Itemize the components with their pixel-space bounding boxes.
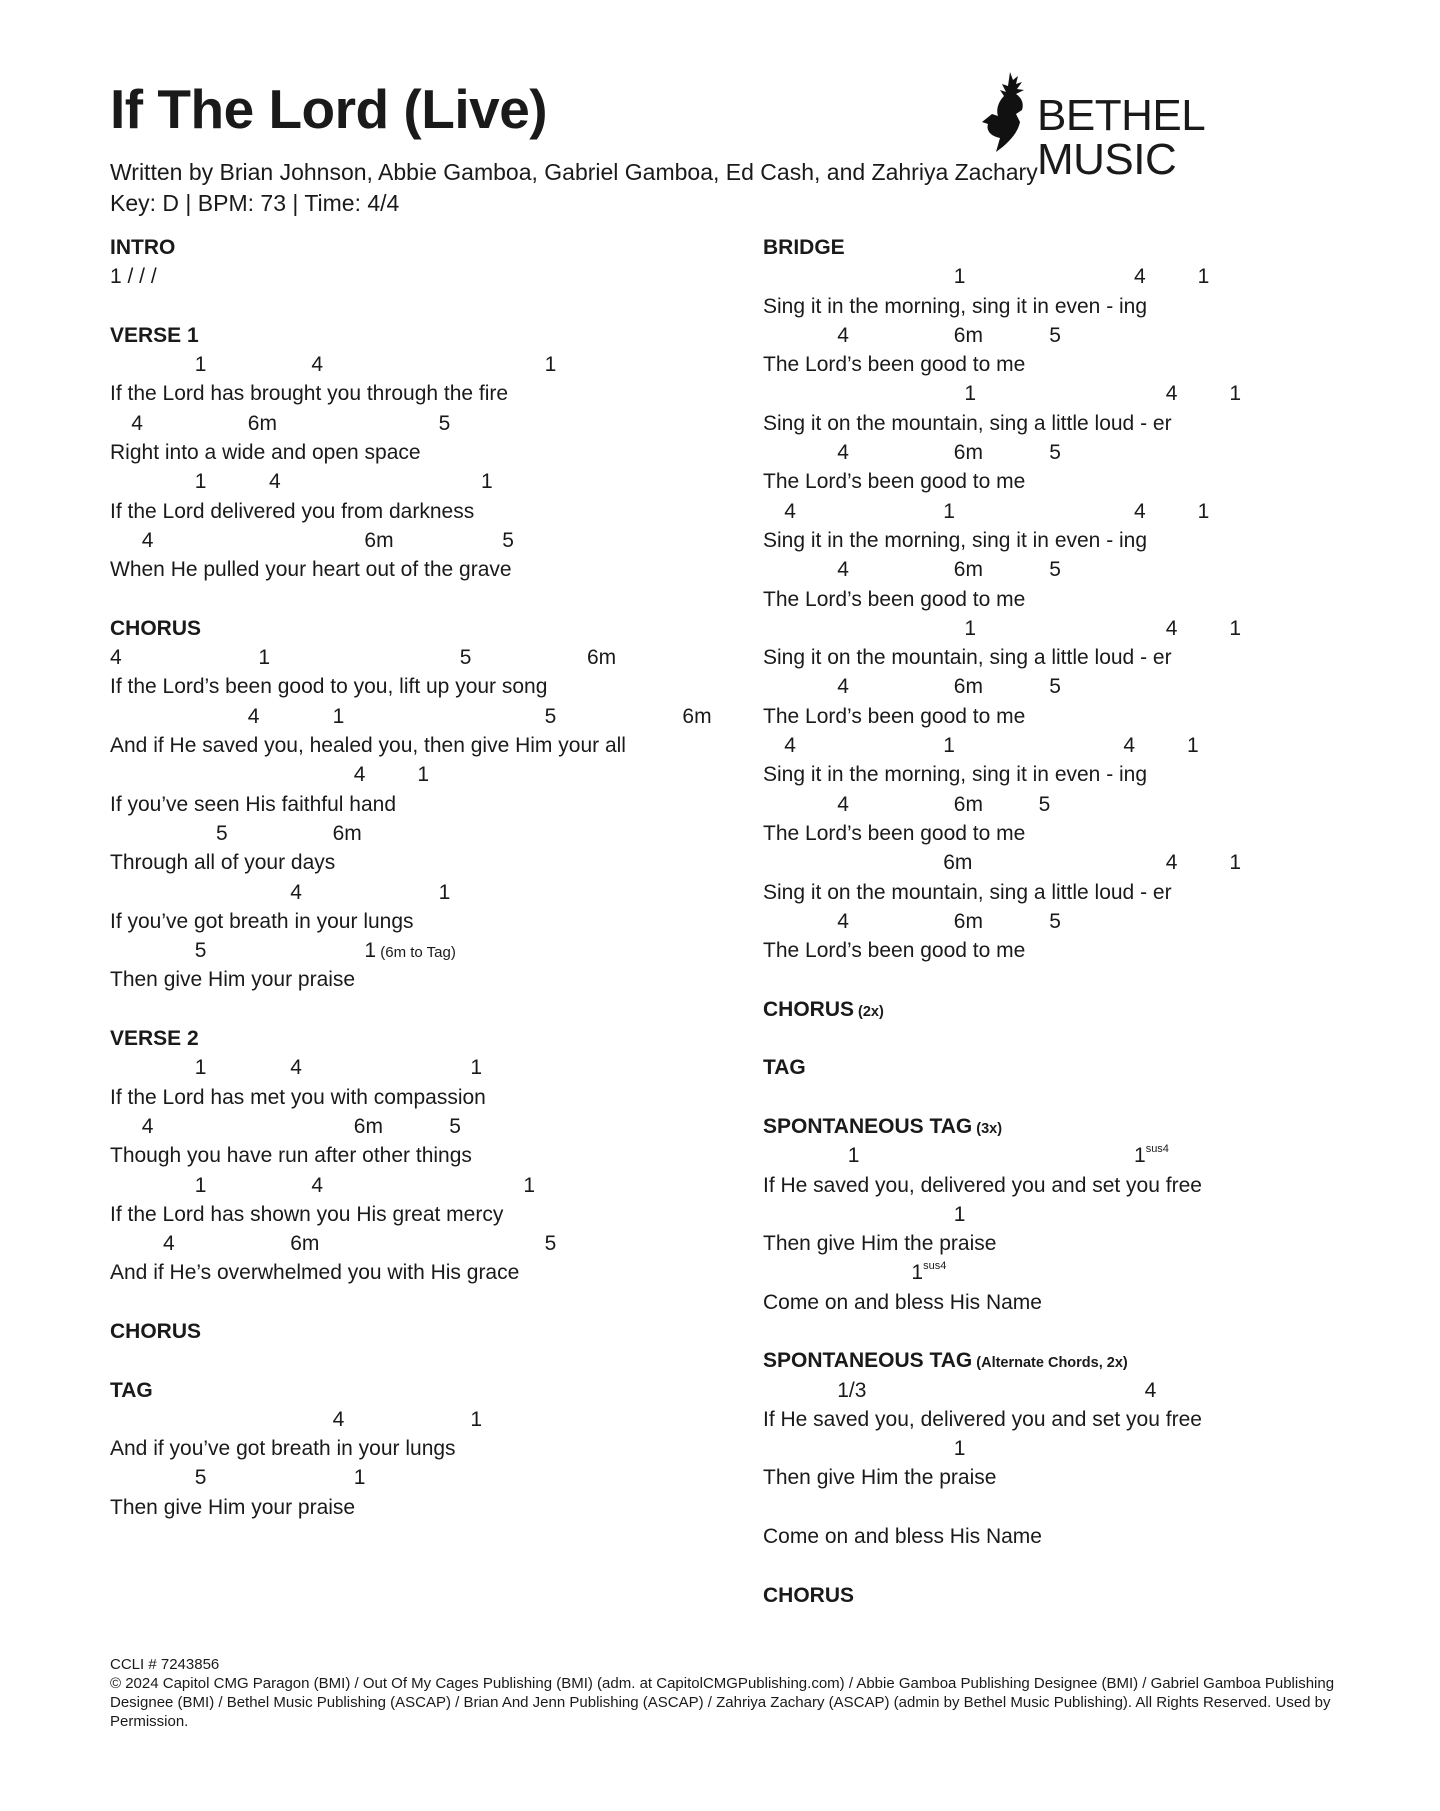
ccli-number: CCLI # 7243856 — [110, 1656, 220, 1673]
chord-number: 1 — [943, 499, 955, 523]
section-heading — [110, 233, 730, 262]
chord-number: 4 — [141, 1114, 154, 1138]
section-repeat-note: (3x) — [972, 1120, 1003, 1137]
chord-number: 1 — [194, 1056, 207, 1080]
section-repeat-note: (2x) — [854, 1003, 884, 1020]
lyric-line: Through all of your days — [110, 851, 336, 875]
chord-symbol — [439, 409, 451, 438]
lyric-line: Come on and bless His Name — [763, 1525, 1042, 1549]
lyric-line: If the Lord’s been good to you, lift up your song — [110, 675, 548, 699]
chord-symbol — [354, 1463, 366, 1492]
lyric-line: If you’ve seen His faithful hand — [110, 792, 397, 816]
chord-symbol — [964, 614, 976, 643]
chord-number: 5 — [544, 1232, 557, 1256]
chord-symbol — [1049, 438, 1061, 467]
chord-symbol — [523, 1171, 535, 1200]
chord-symbol — [110, 643, 122, 672]
chord-symbol — [195, 1053, 207, 1082]
section-heading — [763, 995, 1363, 1024]
chord-symbol — [954, 555, 983, 584]
chord-line — [763, 1376, 1363, 1405]
chord-symbol — [848, 1141, 860, 1170]
chord-symbol — [1134, 497, 1146, 526]
chord-number: 1 — [417, 763, 430, 787]
chord-symbol — [470, 1053, 482, 1082]
chord-symbol — [333, 1405, 345, 1434]
chord-symbol — [142, 526, 154, 555]
spacer — [110, 292, 730, 321]
chord-number: 6m — [953, 675, 983, 699]
spacer — [763, 1024, 1363, 1053]
section-repeat-note: (Alternate Chords, 2x) — [972, 1355, 1128, 1372]
spacer — [763, 1493, 1363, 1522]
chord-number: 5 — [1049, 675, 1061, 699]
section-heading-label: CHORUS — [110, 1319, 202, 1343]
lyric-line: When He pulled your heart out of the grave — [110, 558, 512, 582]
chord-number: 1 — [194, 353, 207, 377]
chord-symbol — [195, 1171, 207, 1200]
chord-symbol — [439, 878, 451, 907]
chord-symbol — [1134, 1141, 1169, 1170]
section-heading — [110, 1317, 730, 1346]
lyric-line: And if you’ve got breath in your lungs — [110, 1437, 456, 1461]
lyric-line: The Lord’s been good to me — [763, 353, 1026, 377]
spacer — [763, 1317, 1363, 1346]
lyric-line: Then give Him the praise — [763, 1466, 997, 1490]
chord-suffix: sus4 — [923, 1260, 947, 1273]
chord-number: 1 — [438, 880, 451, 904]
chord-line — [763, 790, 1363, 819]
chord-symbol — [837, 321, 849, 350]
chord-symbol — [784, 731, 796, 760]
chord-symbol — [481, 467, 493, 496]
section-heading-label: VERSE 1 — [110, 323, 199, 347]
chord-number: 6m — [353, 1114, 383, 1138]
chord-line — [763, 907, 1363, 936]
chord-number: 4 — [290, 880, 302, 904]
chord-number: 4 — [110, 646, 122, 670]
chord-number: 5 — [1049, 441, 1061, 465]
chord-number: 4 — [784, 734, 796, 758]
chord-number: 6m — [332, 821, 362, 845]
chord-number: 1 — [953, 1202, 966, 1226]
chord-line — [763, 848, 1363, 877]
chord-number: 6m — [587, 646, 617, 670]
lyric-line: The Lord’s been good to me — [763, 470, 1026, 494]
lyric-line: If the Lord delivered you from darkness — [110, 499, 475, 523]
chord-number: 6m — [953, 792, 983, 816]
chord-number: 1 — [332, 704, 345, 728]
chord-line — [110, 1405, 730, 1434]
chord-number: 4 — [1123, 734, 1136, 758]
chord-symbol — [449, 1112, 461, 1141]
chord-note: (6m to Tag) — [376, 944, 456, 962]
chord-number: 1 — [847, 1144, 860, 1168]
chord-number: 4 — [837, 675, 849, 699]
lyric-line: Then give Him your praise — [110, 968, 356, 992]
lyric-line: If the Lord has met you with compassion — [110, 1085, 486, 1109]
chord-symbol — [545, 350, 557, 379]
chord-number: 1 — [353, 1466, 366, 1490]
chord-number: 1 — [943, 734, 955, 758]
chord-symbol — [837, 1376, 866, 1405]
chord-number: 1 — [523, 1173, 536, 1197]
chord-symbol — [1166, 379, 1178, 408]
chord-number: 1 — [1229, 382, 1242, 406]
chord-number: 5 — [459, 646, 472, 670]
lyric-line: The Lord’s been good to me — [763, 704, 1026, 728]
chord-symbol — [460, 643, 472, 672]
chord-symbol — [502, 526, 514, 555]
chord-line — [110, 1112, 730, 1141]
brand-name: BETHEL MUSIC — [1037, 91, 1204, 184]
chord-symbol — [195, 1463, 207, 1492]
section-heading — [110, 1024, 730, 1053]
section-heading-label: CHORUS — [763, 997, 855, 1021]
chord-line — [110, 350, 730, 379]
chord-number: 4 — [837, 909, 849, 933]
lyric-line: The Lord’s been good to me — [763, 939, 1026, 963]
chord-symbol — [311, 1171, 323, 1200]
section-heading — [110, 614, 730, 643]
chord-symbol — [1049, 555, 1061, 584]
chord-symbol — [1049, 672, 1061, 701]
chord-line — [110, 819, 730, 848]
chord-number: 4 — [247, 704, 260, 728]
chord-number: 5 — [544, 704, 557, 728]
chord-number: 4 — [332, 1407, 345, 1431]
songwriter-credits: Written by Brian Johnson, Abbie Gamboa, Gabriel Gamboa, Ed Cash, and Zahriya Zachary — [110, 159, 1038, 185]
chord-number: 1 — [470, 1056, 483, 1080]
chord-symbol — [954, 438, 983, 467]
chord-number: 1 — [964, 382, 977, 406]
chord-number: 1 — [953, 265, 966, 289]
chord-number: 1 — [544, 353, 557, 377]
chord-number: 5 — [438, 411, 451, 435]
chord-number: 5 — [1049, 323, 1061, 347]
chord-number: 6m — [290, 1232, 320, 1256]
chord-line — [110, 1229, 730, 1258]
chord-number: 4 — [311, 1173, 324, 1197]
chord-line — [763, 262, 1363, 291]
section-heading-label: CHORUS — [763, 1583, 855, 1607]
spacer — [110, 1288, 730, 1317]
section-heading — [763, 1112, 1363, 1141]
footer — [110, 1655, 1390, 1731]
chord-number: 4 — [1165, 851, 1178, 875]
chord-symbol — [954, 790, 983, 819]
spacer — [763, 1083, 1363, 1112]
chord-symbol — [1198, 497, 1210, 526]
section-heading — [763, 233, 1363, 262]
chord-symbol — [837, 672, 849, 701]
chord-number: 6m — [364, 528, 394, 552]
chord-number: 6m — [247, 411, 277, 435]
chord-number: 6m — [943, 851, 973, 875]
chord-symbol — [682, 702, 711, 731]
chord-symbol — [1134, 262, 1146, 291]
section-heading-label: TAG — [763, 1056, 806, 1080]
chord-symbol — [290, 1229, 319, 1258]
lyric-line: Sing it in the morning, sing it in even - ing — [763, 294, 1148, 318]
deer-head-icon — [980, 70, 1036, 154]
chord-line — [763, 731, 1363, 760]
chord-line — [110, 1171, 730, 1200]
chord-line — [110, 760, 730, 789]
chord-number: 1 — [1187, 734, 1199, 758]
section-heading — [763, 1581, 1363, 1610]
chord-number: 4 — [1134, 265, 1146, 289]
chord-line — [763, 1258, 1363, 1287]
chord-symbol — [837, 438, 849, 467]
chord-symbol — [911, 1258, 946, 1287]
song-title: If The Lord (Live) — [110, 78, 548, 140]
chord-line — [763, 614, 1363, 643]
chord-symbol — [248, 409, 277, 438]
lyric-line: Right into a wide and open space — [110, 441, 421, 465]
lyric-line: If He saved you, delivered you and set you free — [763, 1407, 1202, 1431]
chord-number: 5 — [502, 528, 514, 552]
section-heading — [763, 1346, 1363, 1375]
lyric-line: If the Lord has shown you His great mercy — [110, 1202, 504, 1226]
chord-number: 4 — [1144, 1378, 1157, 1402]
chord-line — [763, 1141, 1363, 1170]
chord-line — [763, 497, 1363, 526]
spacer — [110, 585, 730, 614]
chord-number: 4 — [269, 470, 281, 494]
chord-number: 5 — [1049, 558, 1061, 582]
chord-symbol — [837, 790, 849, 819]
chord-symbol — [545, 1229, 557, 1258]
chord-symbol — [1229, 379, 1241, 408]
chord-line — [110, 1053, 730, 1082]
chord-symbol — [269, 467, 281, 496]
chord-number: 5 — [449, 1114, 461, 1138]
lyric-line: Sing it on the mountain, sing a little loud - er — [763, 880, 1172, 904]
chord-number: 6m — [953, 909, 983, 933]
chord-symbol — [195, 936, 207, 965]
chord-number: 1 — [953, 1437, 966, 1461]
chord-symbol — [1145, 1376, 1157, 1405]
chord-number: 5 — [194, 1466, 207, 1490]
chord-symbol — [954, 321, 983, 350]
lyric-line: The Lord’s been good to me — [763, 821, 1026, 845]
chord-number: 5 — [1049, 909, 1061, 933]
chord-number: 4 — [837, 323, 849, 347]
chord-suffix: sus4 — [1145, 1143, 1169, 1156]
chord-line — [110, 409, 730, 438]
chord-symbol — [954, 1434, 966, 1463]
chord-number: 1 — [964, 616, 977, 640]
spacer — [110, 995, 730, 1024]
chord-symbol — [290, 1053, 302, 1082]
chord-symbol — [964, 379, 976, 408]
chord-symbol — [258, 643, 270, 672]
lyric-line: And if He saved you, healed you, then give Him your all — [110, 734, 626, 758]
chord-line — [110, 878, 730, 907]
section-heading — [110, 1376, 730, 1405]
chord-number: 4 — [784, 499, 796, 523]
chord-symbol — [216, 819, 228, 848]
chord-line — [763, 1434, 1363, 1463]
left-column — [110, 233, 730, 1522]
chord-line — [763, 1200, 1363, 1229]
chord-line — [763, 555, 1363, 584]
chord-symbol — [954, 907, 983, 936]
chord-number: 4 — [837, 792, 849, 816]
chord-line — [763, 321, 1363, 350]
chord-number: 4 — [353, 763, 366, 787]
chord-symbol — [837, 555, 849, 584]
chord-line — [763, 672, 1363, 701]
chord-number: 4 — [1134, 499, 1146, 523]
lyric-line: Then give Him your praise — [110, 1495, 356, 1519]
chord-symbol — [1049, 321, 1061, 350]
chord-symbol — [1229, 614, 1241, 643]
chord-symbol — [587, 643, 616, 672]
lyric-line: And if He’s overwhelmed you with His grace — [110, 1261, 520, 1285]
chord-line — [110, 526, 730, 555]
section-heading-label: INTRO — [110, 236, 176, 259]
chord-symbol — [163, 1229, 175, 1258]
chord-number: 1 — [194, 470, 207, 494]
spacer — [763, 1551, 1363, 1580]
chord-symbol — [333, 819, 362, 848]
chord-line — [110, 643, 730, 672]
section-heading-label: SPONTANEOUS TAG — [763, 1349, 973, 1373]
chord-symbol — [837, 907, 849, 936]
lyric-line: Sing it in the morning, sing it in even - ing — [763, 763, 1148, 787]
chord-number: 1 — [1229, 851, 1242, 875]
spacer — [110, 1346, 730, 1375]
chord-number: 5 — [1038, 792, 1051, 816]
section-heading — [110, 321, 730, 350]
chord-number: 6m — [682, 704, 712, 728]
chord-number: 6m — [953, 323, 983, 347]
chord-number: 1 — [911, 1261, 924, 1285]
section-heading-label: CHORUS — [110, 616, 202, 640]
chord-number: 6m — [953, 441, 983, 465]
chord-symbol — [1187, 731, 1199, 760]
chord-symbol — [954, 1200, 966, 1229]
chord-symbol — [195, 467, 207, 496]
chord-symbol — [1166, 614, 1178, 643]
chord-symbol — [943, 497, 955, 526]
chord-symbol — [1039, 790, 1051, 819]
chord-symbol — [1049, 907, 1061, 936]
section-heading-label: TAG — [110, 1378, 153, 1402]
chord-line — [110, 467, 730, 496]
chord-line — [110, 1463, 730, 1492]
chord-number: 1 — [481, 470, 493, 494]
chord-symbol — [943, 731, 955, 760]
chord-symbol — [354, 760, 366, 789]
chord-number: 1 — [1197, 265, 1210, 289]
chord-number: 4 — [837, 558, 849, 582]
chord-symbol — [954, 262, 966, 291]
chord-number: 4 — [141, 528, 154, 552]
copyright-notice: © 2024 Capitol CMG Paragon (BMI) / Out Of My Cages Publishing (BMI) (adm. at CapitolCMGPublishing.com) / Abbie Gamboa Publishing Designee (BMI) / Gabriel Gamboa Publishing Designee (BMI) / Bethel Music Publishing (ASCAP) / Brian And Jenn Publishing (ASCAP) / Zahriya Zachary (ASCAP) (admin by Bethel Music Publishing). All Rights Reserved. Used by Permission. — [110, 1675, 1335, 1730]
chord-symbol — [333, 702, 345, 731]
section-heading-label: BRIDGE — [763, 236, 845, 259]
chord-symbol — [470, 1405, 482, 1434]
bethel-music-logo — [980, 70, 1320, 184]
chord-number: 4 — [163, 1232, 175, 1256]
chord-symbol — [364, 526, 393, 555]
section-heading-label: SPONTANEOUS TAG — [763, 1114, 973, 1138]
chord-symbol — [248, 702, 260, 731]
lyric-line: If you’ve got breath in your lungs — [110, 909, 414, 933]
chord-number: 6m — [953, 558, 983, 582]
chord-number: 1 — [1197, 499, 1210, 523]
chord-symbol — [195, 350, 207, 379]
chord-number: 5 — [216, 821, 228, 845]
chord-symbol — [142, 1112, 154, 1141]
chord-number: 1 — [1229, 616, 1242, 640]
chord-number: 1 — [1134, 1144, 1146, 1168]
chord-number: 4 — [837, 441, 849, 465]
chord-symbol — [545, 702, 557, 731]
chord-symbol — [131, 409, 143, 438]
chord-symbol — [290, 878, 302, 907]
lyric-line: If He saved you, delivered you and set you free — [763, 1173, 1202, 1197]
chord-symbol — [354, 1112, 383, 1141]
chord-number: 4 — [1165, 616, 1178, 640]
chord-line — [110, 702, 730, 731]
lyric-line: Though you have run after other things — [110, 1144, 472, 1168]
chord-number: 1/3 — [837, 1378, 867, 1402]
chord-number: 1 — [364, 939, 377, 963]
song-meta: Key: D | BPM: 73 | Time: 4/4 — [110, 190, 400, 216]
lyric-line: Sing it on the mountain, sing a little loud - er — [763, 646, 1172, 670]
section-heading — [763, 1053, 1363, 1082]
right-column — [763, 233, 1363, 1610]
chord-number: 1 — [258, 646, 271, 670]
section-heading-label: VERSE 2 — [110, 1027, 199, 1051]
chord-symbol — [417, 760, 429, 789]
chord-symbol — [943, 848, 972, 877]
chord-number: 1 — [470, 1407, 483, 1431]
chord-symbol — [1123, 731, 1135, 760]
chord-symbol — [1166, 848, 1178, 877]
chord-number: 4 — [311, 353, 324, 377]
chord-number: 1 — [194, 1173, 207, 1197]
chord-number: 4 — [290, 1056, 302, 1080]
chord-symbol — [311, 350, 323, 379]
spacer — [763, 965, 1363, 994]
chord-symbol — [364, 936, 455, 967]
chord-number: 5 — [194, 939, 207, 963]
chord-symbol — [954, 672, 983, 701]
chord-line — [763, 438, 1363, 467]
chord-line — [110, 936, 730, 965]
chord-symbol — [784, 497, 796, 526]
lyric-line: Sing it on the mountain, sing a little loud - er — [763, 411, 1172, 435]
lyric-line: 1 / / / — [110, 265, 157, 289]
lyric-line: Sing it in the morning, sing it in even - ing — [763, 528, 1148, 552]
lyric-line: Come on and bless His Name — [763, 1290, 1042, 1314]
lyric-line: Then give Him the praise — [763, 1232, 997, 1256]
lyric-line: If the Lord has brought you through the fire — [110, 382, 509, 406]
chord-line — [763, 379, 1363, 408]
lyric-line: The Lord’s been good to me — [763, 587, 1026, 611]
chord-number: 4 — [1165, 382, 1178, 406]
chord-symbol — [1229, 848, 1241, 877]
chord-number: 4 — [131, 411, 143, 435]
chord-symbol — [1198, 262, 1210, 291]
